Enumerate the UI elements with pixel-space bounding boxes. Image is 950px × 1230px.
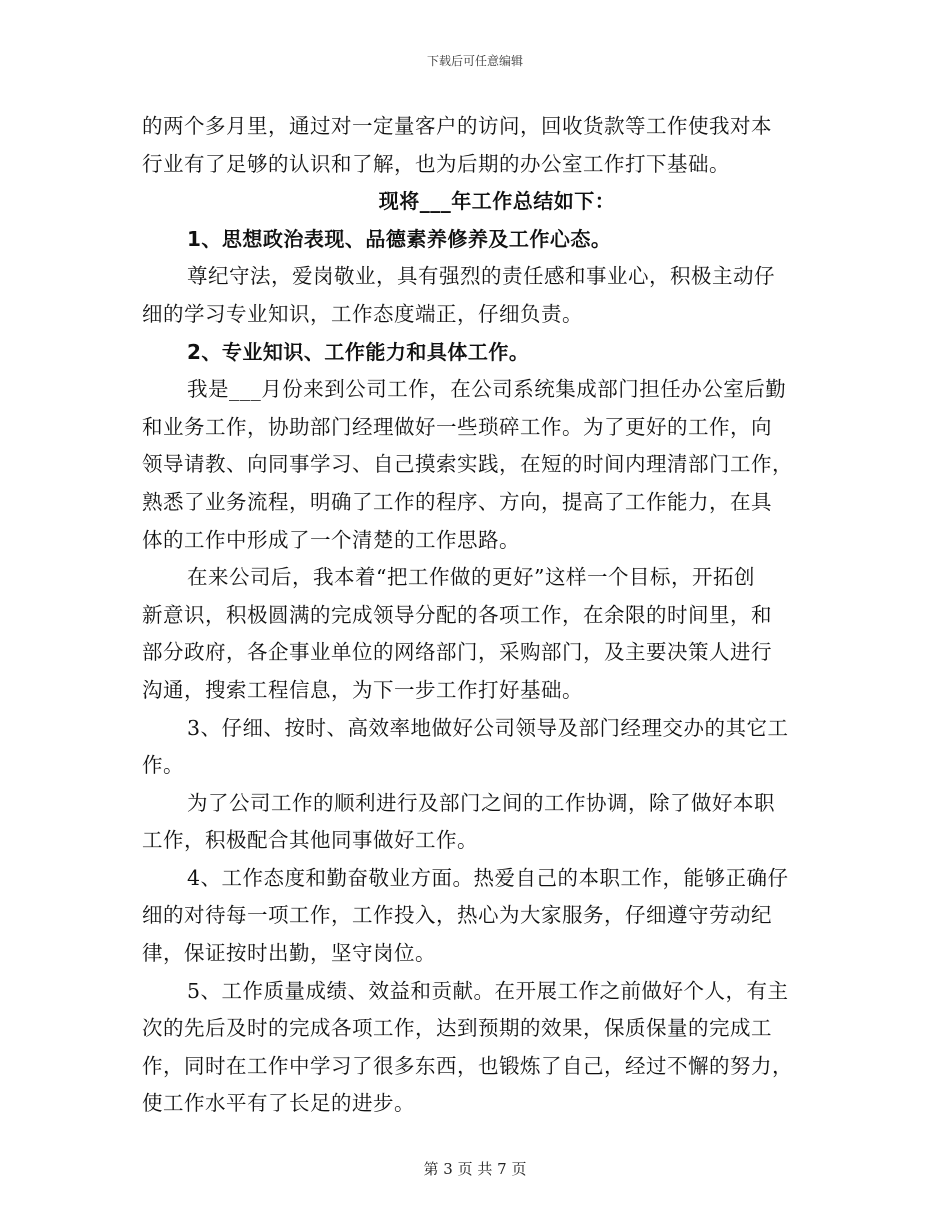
text-line: 的两个多月里，通过对一定量客户的访问，回收货款等工作使我对本 <box>142 114 772 138</box>
text-line: 和业务工作，协助部门经理做好一些琐碎工作。为了更好的工作，向 <box>142 414 772 439</box>
text-line: 部分政府，各企事业单位的网络部门，采购部门，及主要决策人进行 <box>142 640 772 665</box>
text-line: 沟通，搜索工程信息，为下一步工作打好基础。 <box>142 677 583 702</box>
section-heading: 1、思想政治表现、品德素养修养及工作心态。 <box>187 226 612 251</box>
text-line: 作。 <box>142 753 184 778</box>
text-line: 3、仔细、按时、高效率地做好公司领导及部门经理交办的其它工 <box>187 715 789 740</box>
text-line: 使工作水平有了长足的进步。 <box>142 1091 415 1116</box>
text-line: 5、工作质量成绩、效益和贡献。在开展工作之前做好个人，有主 <box>187 978 789 1003</box>
text-line: 行业有了足够的认识和了解，也为后期的办公室工作打下基础。 <box>142 151 730 176</box>
page-header: 下载后可任意编辑 <box>426 54 523 68</box>
text-line: 工作，积极配合其他同事做好工作。 <box>142 828 478 853</box>
text-line: 我是___月份来到公司工作，在公司系统集成部门担任办公室后勤 <box>187 377 787 402</box>
section-title: 现将___年工作总结如下： <box>378 189 616 214</box>
text-line: 尊纪守法，爱岗敬业，具有强烈的责任感和事业心，积极主动仔 <box>187 264 775 289</box>
text-line: 新意识，积极圆满的完成领导分配的各项工作，在余限的时间里，和 <box>142 602 772 627</box>
section-heading: 2、专业知识、工作能力和具体工作。 <box>187 339 530 364</box>
text-line: 领导请教、向同事学习、自己摸索实践，在短的时间内理清部门工作， <box>142 452 793 477</box>
text-line: 为了公司工作的顺利进行及部门之间的工作协调，除了做好本职 <box>187 790 775 815</box>
document-body <box>142 108 807 1123</box>
text-line: 细的对待每一项工作，工作投入，热心为大家服务，仔细遵守劳动纪 <box>142 903 772 928</box>
text-line: 熟悉了业务流程，明确了工作的程序、方向，提高了工作能力，在具 <box>142 489 772 514</box>
text-line: 体的工作中形成了一个清楚的工作思路。 <box>142 527 520 552</box>
text-line: 律，保证按时出勤，坚守岗位。 <box>142 941 436 966</box>
text-line: 细的学习专业知识，工作态度端正，仔细负责。 <box>142 301 583 326</box>
page-footer: 第 3 页 共 7 页 <box>423 1160 527 1178</box>
text-line: 在来公司后，我本着“把工作做的更好”这样一个目标，开拓创 <box>187 565 755 590</box>
text-line: 4、工作态度和勤奋敬业方面。热爱自己的本职工作，能够正确仔 <box>187 865 789 890</box>
text-line: 次的先后及时的完成各项工作，达到预期的效果，保质保量的完成工 <box>142 1016 772 1041</box>
text-line: 作，同时在工作中学习了很多东西，也锻炼了自己，经过不懈的努力， <box>142 1053 793 1078</box>
